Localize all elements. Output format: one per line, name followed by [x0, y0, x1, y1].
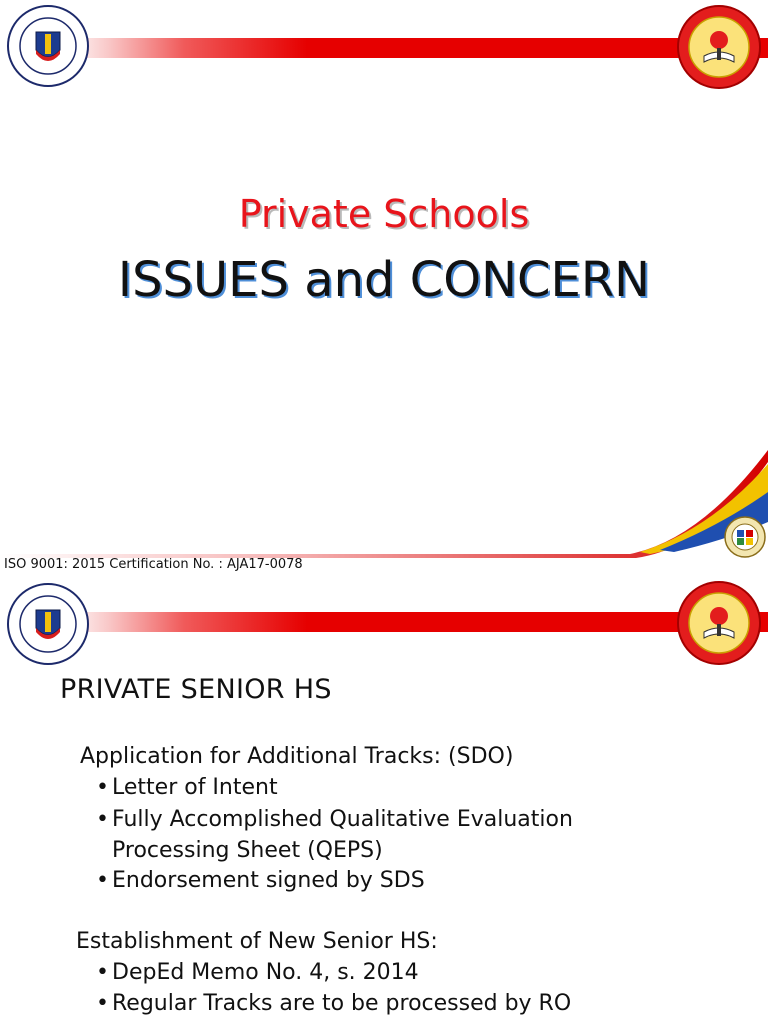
bullet-dot-icon: • — [96, 960, 109, 985]
bullet-dot-icon: • — [96, 775, 109, 800]
bullet-item: • Letter of Intent — [96, 775, 278, 800]
section-title-new-senior-hs: Establishment of New Senior HS: — [76, 929, 438, 954]
region-seal-icon — [676, 4, 762, 94]
slide-title-issues-concern: ISSUES and CONCERN — [117, 252, 651, 308]
region-seal-icon — [676, 580, 762, 670]
calabarzon-seal-icon — [724, 516, 766, 562]
iso-certification-text: ISO 9001: 2015 Certification No. : AJA17-0078 — [4, 557, 303, 572]
deped-seal-icon — [6, 4, 90, 92]
bullet-dot-icon: • — [96, 807, 109, 832]
content-slide — [0, 578, 768, 1024]
deped-seal-icon — [6, 582, 90, 670]
bullet-dot-icon: • — [96, 991, 109, 1016]
bullet-item: • Fully Accomplished Qualitative Evaluation — [96, 807, 573, 832]
bullet-item: • DepEd Memo No. 4, s. 2014 — [96, 960, 419, 985]
bullet-item: • Endorsement signed by SDS — [96, 868, 425, 893]
header-red-band — [0, 38, 768, 58]
header-red-band — [0, 612, 768, 632]
bullet-dot-icon: • — [96, 868, 109, 893]
section-title-additional-tracks: Application for Additional Tracks: (SDO) — [80, 744, 514, 769]
bullet-item: • Regular Tracks are to be processed by RO — [96, 991, 572, 1016]
slide-title-private-schools: Private Schools — [238, 192, 530, 236]
footer-swoosh — [0, 430, 768, 560]
bullet-continuation: Processing Sheet (QEPS) — [112, 838, 383, 863]
slide-heading: PRIVATE SENIOR HS — [60, 674, 332, 705]
